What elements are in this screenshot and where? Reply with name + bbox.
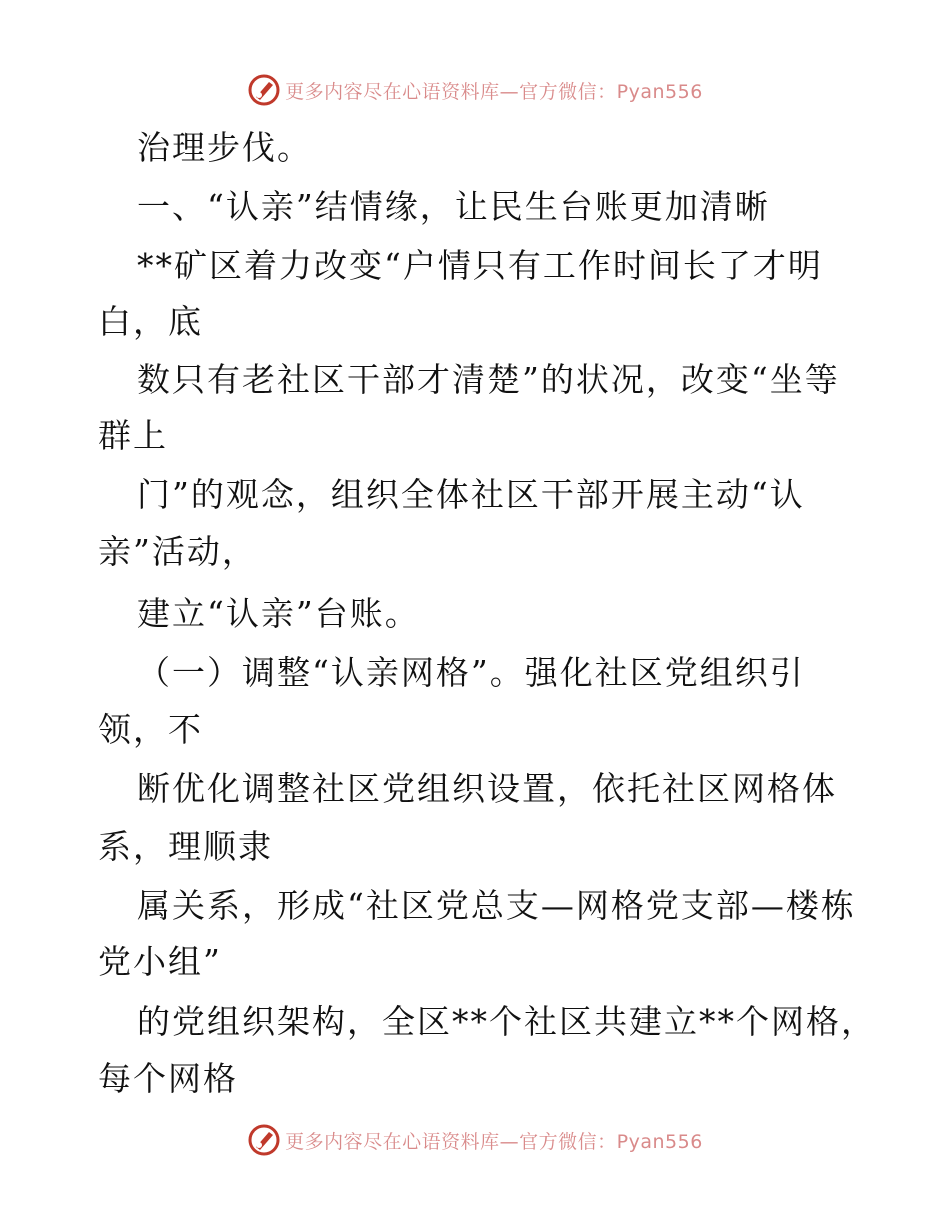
header-banner: [0, 70, 950, 110]
text-line: 白，底: [98, 302, 203, 341]
text-line: 的党组织架构，全区**个社区共建立**个网格，: [137, 1002, 876, 1041]
text-line: 群上: [98, 416, 168, 455]
text-line: 属关系，形成“社区党总支—网格党支部—楼栋: [137, 886, 856, 925]
text-line: 每个网格: [98, 1059, 238, 1098]
text-line: 数只有老社区干部才清楚”的状况，改变“坐等: [137, 360, 840, 399]
logo-icon: [247, 73, 281, 107]
text-line: 系，理顺隶: [98, 827, 273, 866]
text-line: 领，不: [98, 710, 203, 749]
text-line: **矿区着力改变“户情只有工作时间长了才明: [137, 246, 823, 285]
banner-text: 更多内容尽在心语资料库—官方微信：Pyan556: [285, 80, 703, 103]
text-line: （一）调整“认亲网格”。强化社区党组织引: [137, 653, 805, 692]
text-line: 断优化调整社区党组织设置，依托社区网格体: [137, 769, 837, 808]
logo-icon: [247, 1123, 281, 1157]
footer-banner: [0, 1120, 950, 1160]
text-line: 亲”活动，: [98, 532, 257, 571]
banner-text: 更多内容尽在心语资料库—官方微信：Pyan556: [285, 1130, 703, 1153]
text-line: 门”的观念，组织全体社区干部开展主动“认: [137, 475, 805, 514]
text-line: 一、“认亲”结情缘，让民生台账更加清晰: [137, 187, 770, 226]
text-line: 党小组”: [98, 942, 222, 981]
text-line: 治理步伐。: [137, 128, 312, 167]
text-line: 建立“认亲”台账。: [137, 594, 420, 633]
